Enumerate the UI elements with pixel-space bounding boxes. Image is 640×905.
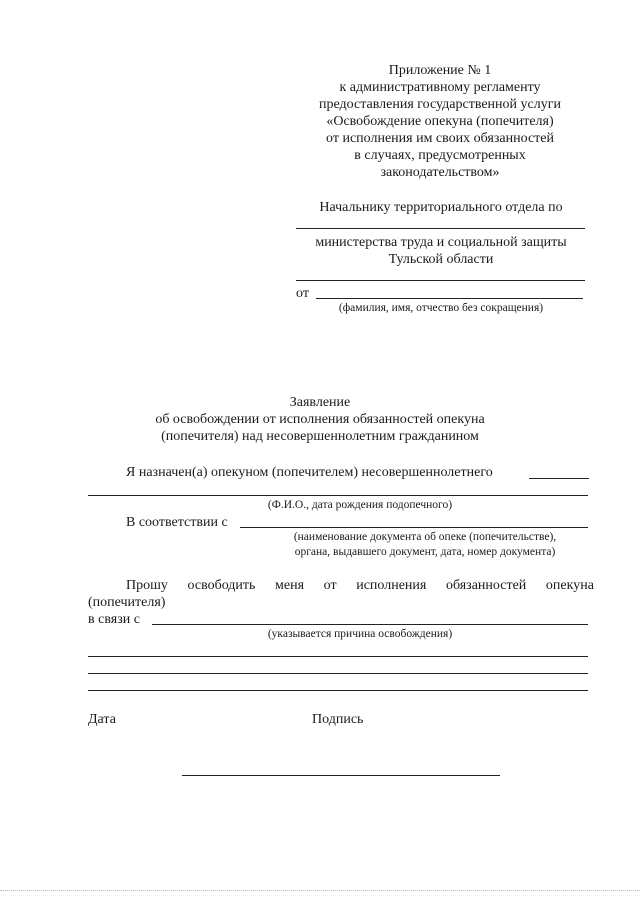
annex-line-3: «Освобождение опекуна (попечителя) xyxy=(326,114,554,129)
request-word: обязанностей xyxy=(445,578,527,593)
ward-hint: (Ф.И.О., дата рождения подопечного) xyxy=(267,499,453,511)
annex-line-6: законодательством» xyxy=(380,165,500,180)
reason-field-line-4[interactable] xyxy=(88,690,588,691)
date-label: Дата xyxy=(88,712,116,727)
ward-name-field[interactable] xyxy=(88,495,588,496)
reason-field-line-3[interactable] xyxy=(88,673,588,674)
request-word: освободить xyxy=(187,578,256,593)
reason-field-line-2[interactable] xyxy=(88,656,588,657)
signature-field[interactable] xyxy=(182,775,500,776)
document-hint-1: (наименование документа об опеке (попечительстве), xyxy=(293,531,557,543)
applicant-name-field[interactable] xyxy=(316,298,583,299)
ward-name-field-start[interactable] xyxy=(529,478,589,479)
statement-subtitle-1: об освобождении от исполнения обязанностей опекуна xyxy=(155,412,485,427)
addressee-department-field[interactable] xyxy=(296,228,585,229)
request-word: исполнения xyxy=(356,578,427,593)
request-text xyxy=(126,577,594,594)
reason-field[interactable] xyxy=(152,624,588,625)
annex-line-4: от исполнения им своих обязанностей xyxy=(326,131,554,146)
guardianship-document-field[interactable] xyxy=(240,527,588,528)
scan-edge-dots xyxy=(0,890,640,893)
signature-label: Подпись xyxy=(312,712,364,727)
request-word: Прошу xyxy=(126,578,168,593)
from-label: от xyxy=(296,286,309,301)
accordance-label: В соответствии с xyxy=(126,515,228,530)
addressee-line-2: министерства труда и социальной защиты xyxy=(315,235,567,250)
statement-subtitle-2: (попечителя) над несовершеннолетним гражданином xyxy=(161,429,479,444)
request-word: от xyxy=(323,578,337,593)
reason-label: в связи с xyxy=(88,612,140,627)
request-word: меня xyxy=(275,578,305,593)
addressee-line-1: Начальнику территориального отдела по xyxy=(319,200,563,215)
annex-line-5: в случаях, предусмотренных xyxy=(354,148,526,163)
annex-line-1: к административному регламенту xyxy=(339,80,541,95)
appointed-text: Я назначен(а) опекуном (попечителем) несовершеннолетнего xyxy=(126,465,493,480)
addressee-line-3: Тульской области xyxy=(388,252,494,267)
request-word: опекуна xyxy=(545,578,594,593)
annex-title: Приложение № 1 xyxy=(388,63,492,78)
reason-hint: (указывается причина освобождения) xyxy=(267,628,453,640)
statement-title: Заявление xyxy=(289,395,351,410)
request-continuation: (попечителя) xyxy=(88,595,166,610)
annex-line-2: предоставления государственной услуги xyxy=(319,97,561,112)
document-hint-2: органа, выдавшего документ, дата, номер документа) xyxy=(294,546,556,558)
addressee-extra-field[interactable] xyxy=(296,280,585,281)
applicant-name-hint: (фамилия, имя, отчество без сокращения) xyxy=(338,302,544,314)
